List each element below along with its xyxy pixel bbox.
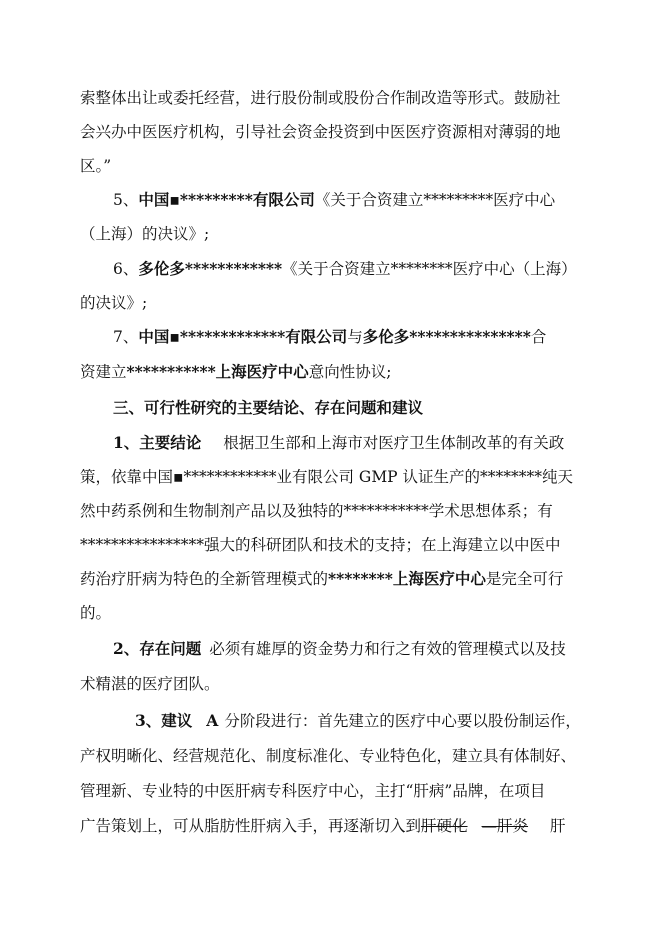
company-name: 多伦多************ <box>138 259 283 278</box>
suggestion-label: 3、建议 <box>135 711 193 730</box>
document-title: 《关于合资建立*********医疗中心 <box>314 191 556 209</box>
conclusion-line <box>113 432 564 454</box>
section-heading: 三、可行性研究的主要结论、存在问题和建议 <box>113 398 424 417</box>
text-segment: 肝 <box>550 817 566 835</box>
paragraph-line: 会兴办中医医疗机构，引导社会资金投资到中医医疗资源相对薄弱的地 <box>80 123 561 141</box>
item-number: 7、 <box>113 328 139 346</box>
text-segment: 必须有雄厚的资金势力和行之有效的管理模式以及技 <box>209 640 566 658</box>
text-segment: 根据卫生部和上海市对医疗卫生体制改革的有关政 <box>223 434 565 452</box>
dash: — <box>481 817 498 835</box>
connector-text: 与 <box>347 328 363 346</box>
text-segment: 是完全可行 <box>485 570 564 588</box>
paragraph-line: 区。” <box>80 157 112 175</box>
text-segment: 分阶段进行：首先建立的医疗中心要以股份制运作， <box>224 712 581 730</box>
text-segment: 药治疗肝病为特色的全新管理模式的 <box>80 570 329 588</box>
conclusion-line <box>80 568 563 590</box>
list-item-5 <box>113 189 555 211</box>
text-segment: 肝炎 <box>497 817 529 835</box>
company-name: 中国▪*********有限公司 <box>138 190 315 209</box>
conclusion-line: 策，依靠中国▪************业有限公司 GMP 认证生产的********纯天 <box>80 468 574 486</box>
center-name: ***********上海医疗中心 <box>126 362 309 381</box>
company-name-2: 多伦多*************** <box>362 327 531 346</box>
suggestion-line: 产权明晰化、经营规范化、制度标准化、专业特色化，建立具有体制好、 <box>80 747 577 765</box>
center-name: ********上海医疗中心 <box>328 569 486 588</box>
suggestion-line: 管理新、专业特的中医肝病专科医疗中心，主打“肝病”品牌，在项目 <box>80 782 546 800</box>
item-number: 6、 <box>113 260 139 278</box>
problem-line: 术精湛的医疗团队。 <box>80 675 220 693</box>
text-segment: 资建立 <box>80 363 127 381</box>
text-segment: 肝硬化 <box>421 817 468 835</box>
conclusion-label: 1、主要结论 <box>113 433 202 452</box>
conclusion-line: 的。 <box>80 604 112 622</box>
list-item-7 <box>113 326 546 348</box>
text-segment: 广告策划上，可从脂肪性肝病入手，再逐渐切入到 <box>80 817 422 835</box>
stage-marker: A <box>206 711 219 730</box>
list-item-5-continuation: （上海）的决议》; <box>80 225 210 243</box>
problem-label: 2、存在问题 <box>113 639 202 658</box>
suggestion-line <box>135 710 581 732</box>
conclusion-line: 然中药系例和生物制剂产品以及独特的***********学术思想体系；有 <box>80 502 553 520</box>
conclusion-line: ****************强大的科研团队和技术的支持；在上海建立以中医中 <box>80 536 561 554</box>
problem-line <box>113 638 566 660</box>
list-item-6 <box>113 258 577 280</box>
company-name: 中国▪*************有限公司 <box>138 327 348 346</box>
document-title: 《关于合资建立********医疗中心（上海） <box>282 260 577 278</box>
paragraph-line: 索整体出让或委托经营，进行股份制或股份合作制改造等形式。鼓励社 <box>80 89 561 107</box>
suggestion-line <box>80 815 566 837</box>
item-number: 5、 <box>113 191 139 209</box>
text-segment: 意向性协议; <box>308 363 392 381</box>
list-item-7-continuation <box>80 361 391 383</box>
line-tail: 合 <box>530 328 547 346</box>
list-item-6-continuation: 的决议》; <box>80 294 148 312</box>
